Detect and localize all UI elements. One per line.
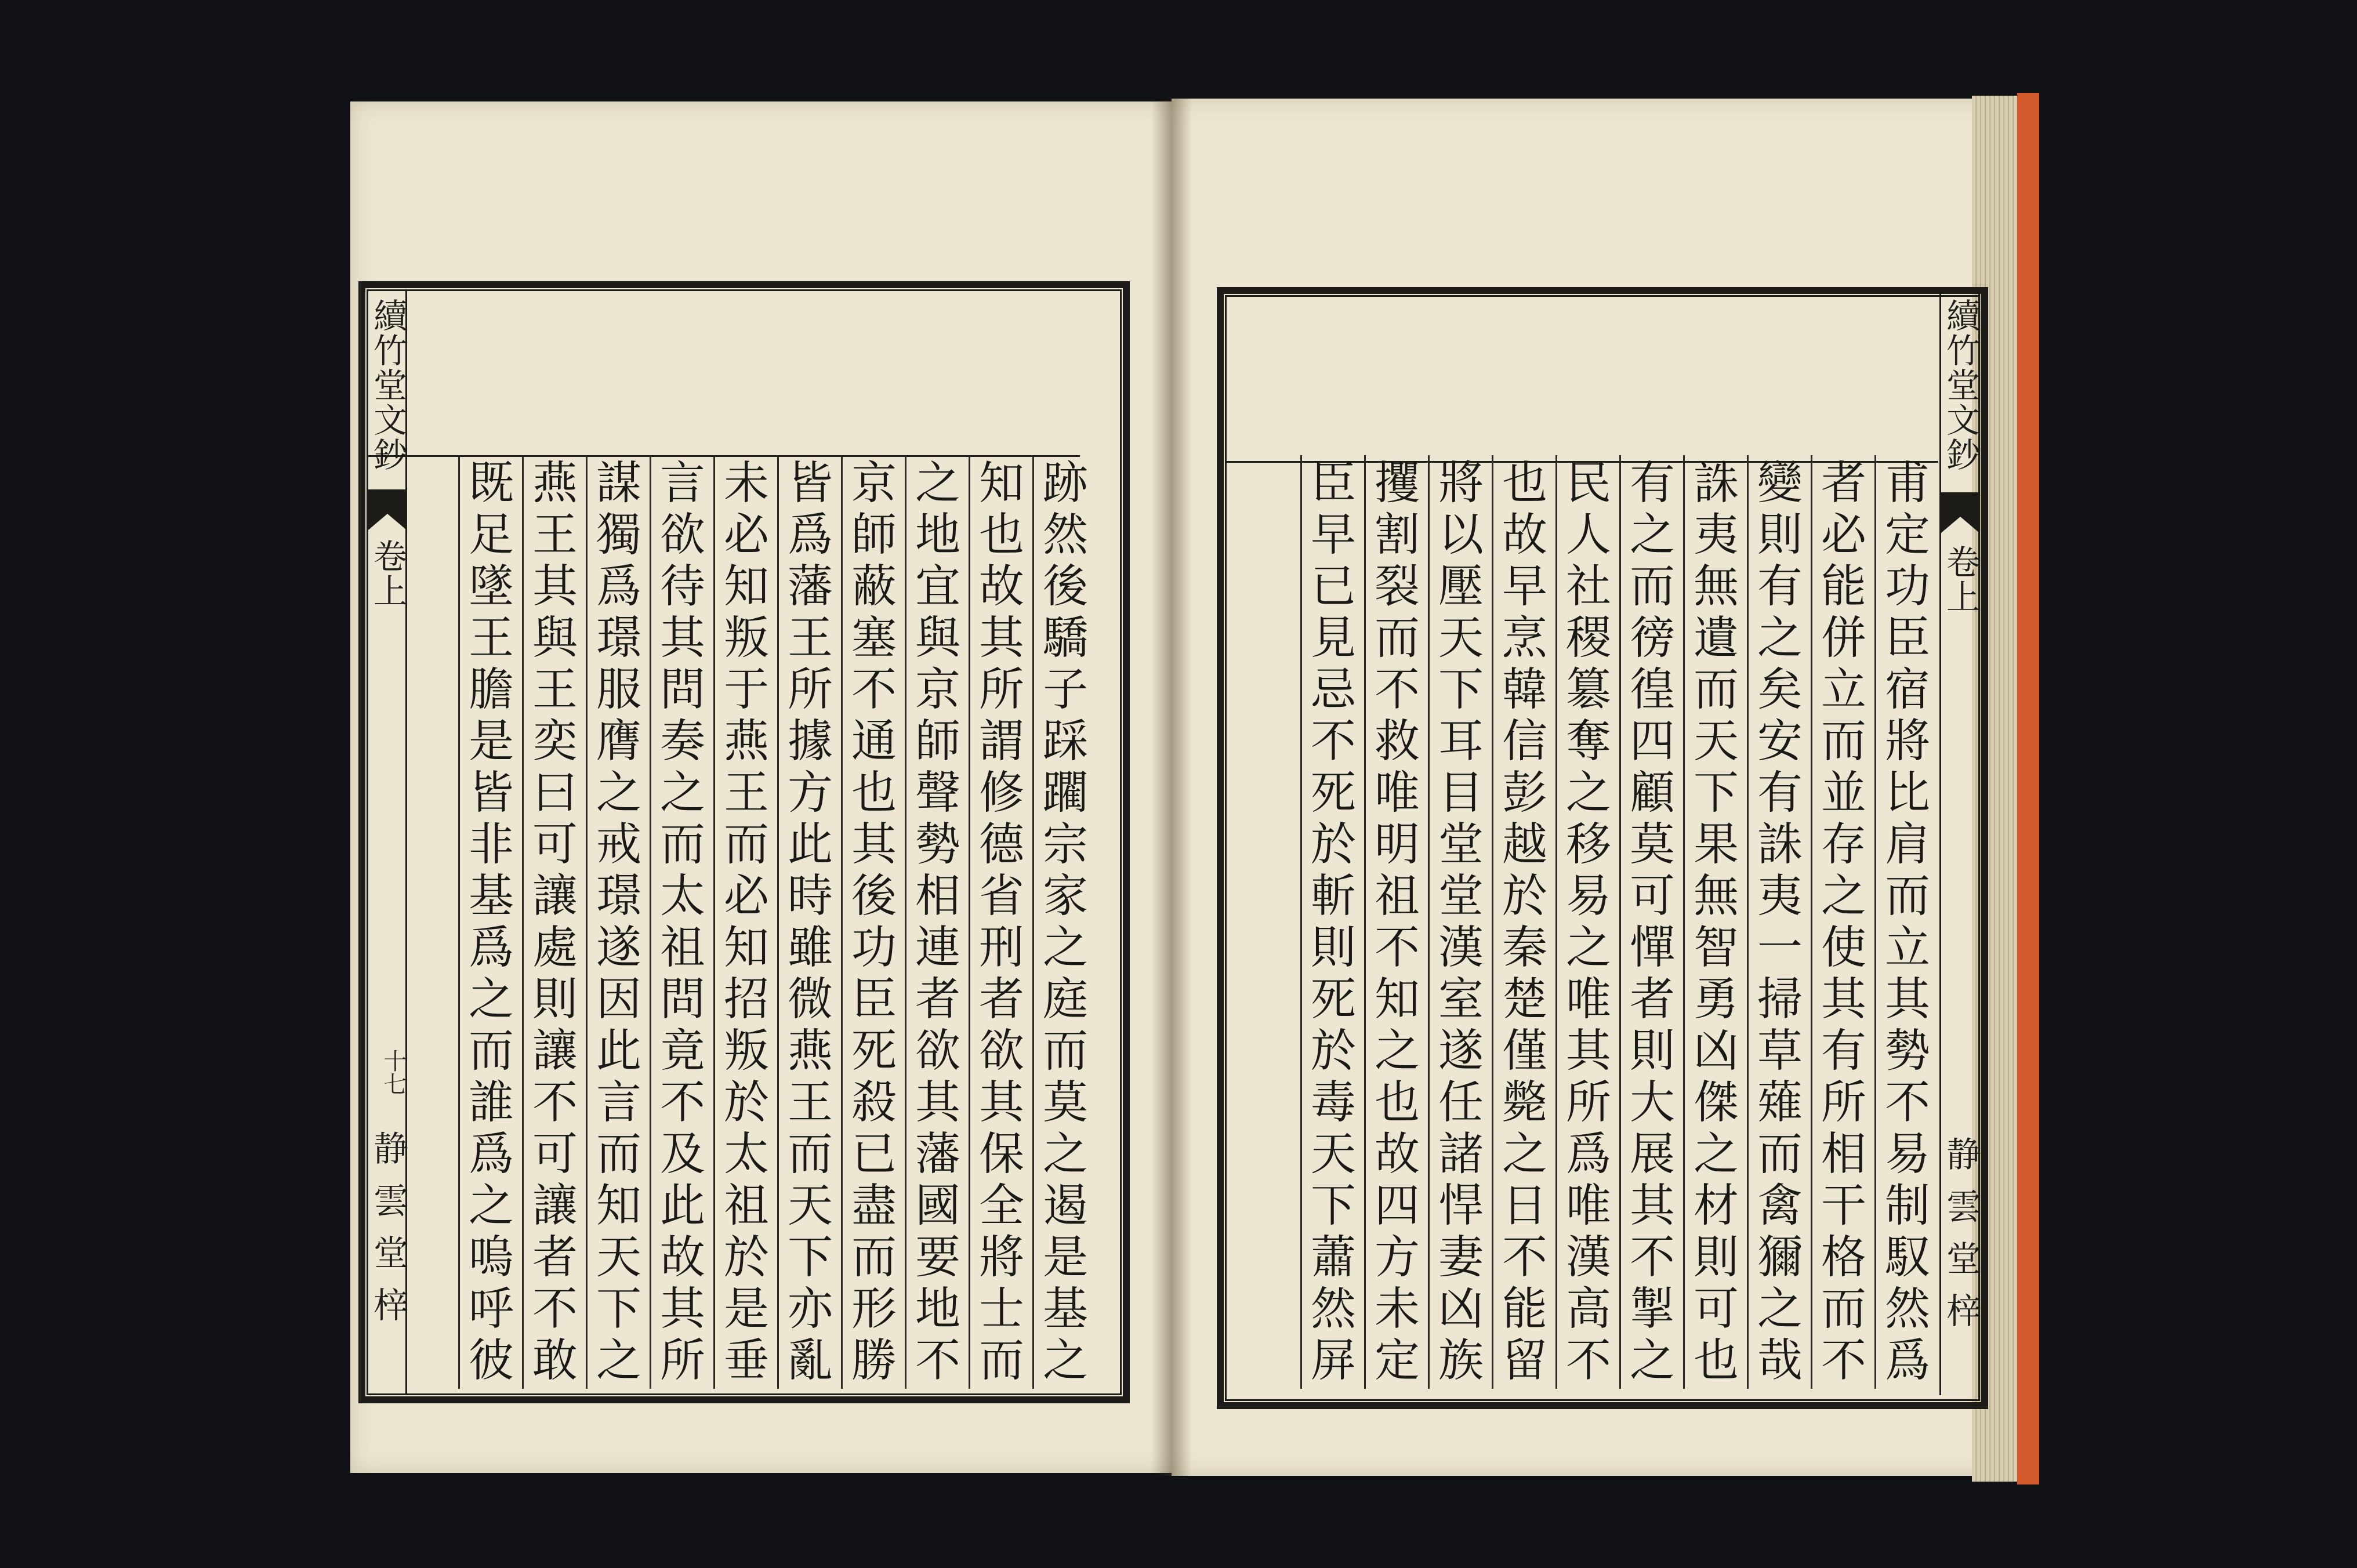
left-column-1: 跡然後驕子踩躙宗家之庭而莫之遏是基之	[1032, 455, 1090, 1389]
right-column-8: 將以壓天下耳目堂堂漢室遂任諸悍妻凶族	[1428, 455, 1486, 1389]
right-column-1: 甫定功臣宿將比肩而立其勢不易制馭然爲	[1874, 455, 1932, 1389]
left-column-9: 燕王其與王奕曰可讓處則讓不可讓者不敢	[522, 455, 580, 1389]
left-column-4: 京師蔽塞不通也其後功臣死殺已盡而形勝	[841, 455, 899, 1389]
right-column-7: 也故早烹韓信彭越於秦楚僅斃之日不能留	[1492, 455, 1550, 1389]
left-banxin-volume: 卷上	[368, 539, 407, 608]
left-banxin-title: 續竹堂文鈔	[368, 298, 407, 472]
right-column-10: 臣早已見忌不死於斬則死於毒天下蕭然屏	[1300, 455, 1358, 1389]
right-column-2: 者必能併立而並存之使其有所相干格而不	[1811, 455, 1869, 1389]
red-edge	[2017, 93, 2039, 1484]
right-column-3: 變則有之矣安有誅夷一掃草薙而禽獮之哉	[1747, 455, 1805, 1389]
right-banxin-title: 續竹堂文鈔	[1941, 298, 1980, 472]
left-column-10: 既足墜王膽是皆非基爲之而誰爲之嗚呼彼	[458, 455, 516, 1389]
right-banxin-publisher: 静雲堂梓	[1941, 1136, 1981, 1345]
left-column-7: 言欲待其問奏之而太祖問竟不及此故其所	[650, 455, 708, 1389]
left-column-6: 未必知叛于燕王而必知招叛於太祖於是垂	[713, 455, 771, 1389]
left-column-5: 皆爲藩王所據方此時雖微燕王而天下亦亂	[777, 455, 835, 1389]
right-banxin-volume: 卷上	[1941, 545, 1980, 614]
right-fish-tail	[1941, 492, 1979, 533]
right-banxin	[1939, 289, 1980, 1395]
left-fish-tail	[368, 489, 407, 530]
right-column-4: 誅夷無遺而天下果無智勇凶傑之材則可也	[1683, 455, 1741, 1389]
right-column-6: 民人社稷簒奪之移易之唯其所爲唯漢高不	[1555, 455, 1613, 1389]
left-column-2: 知也故其所謂修德省刑者欲其保全將士而	[969, 455, 1027, 1389]
left-banxin-publisher: 静雲堂梓	[368, 1130, 408, 1339]
left-column-3: 之地宜與京師聲勢相連者欲其藩國要地不	[905, 455, 963, 1389]
left-folio-number: 十七	[380, 1049, 407, 1095]
right-column-5: 有之而徬徨四顧莫可憚者則大展其不掣之	[1619, 455, 1677, 1389]
left-column-8: 謀獨爲璟服膺之戒璟遂因此言而知天下之	[586, 455, 644, 1389]
right-column-9: 攫割裂而不救唯明祖不知之也故四方未定	[1364, 455, 1422, 1389]
book-gutter	[1151, 99, 1192, 1476]
left-banxin	[367, 289, 407, 1395]
